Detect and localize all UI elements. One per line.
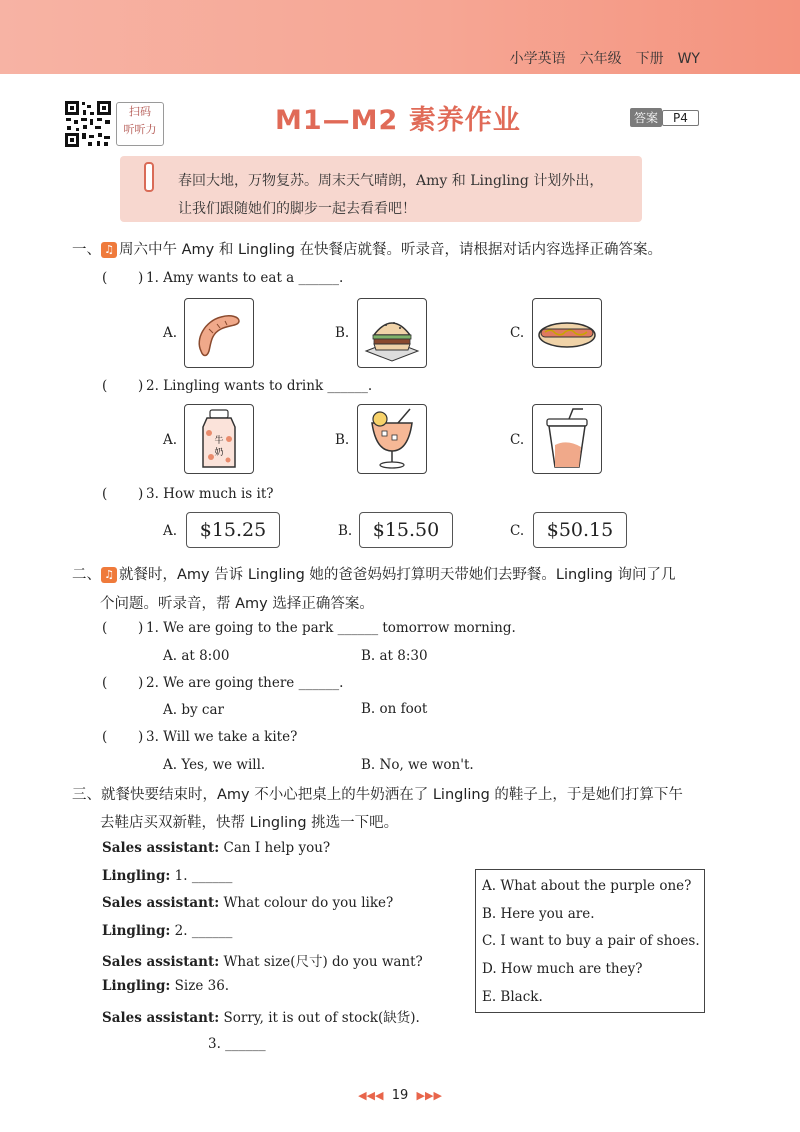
- answer-paren-close: ): [138, 620, 144, 636]
- milk-bottle-icon[interactable]: [184, 404, 254, 474]
- choices-box: [475, 869, 705, 1013]
- bookmark-icon: [144, 162, 154, 192]
- right-arrows-icon: ▶▶▶: [416, 1089, 442, 1102]
- intro-box: [120, 156, 642, 222]
- section2-text-line2: 个问题。听录音，帮 Amy 选择正确答案。: [100, 596, 374, 612]
- speaker: Sales assistant:: [102, 895, 220, 911]
- option-a[interactable]: A. at 8:00: [163, 648, 230, 664]
- section1-text: 周六中午 Amy 和 Lingling 在快餐店就餐。听录音，请根据对话内容选择正确答案。: [119, 242, 663, 258]
- speaker: Sales assistant:: [102, 1010, 220, 1026]
- option-label: B.: [338, 523, 353, 539]
- question-text: 1. Amy wants to eat a ______.: [146, 270, 344, 286]
- section1-instruction: [72, 238, 662, 259]
- answer-paren-open[interactable]: (: [102, 620, 108, 636]
- section3-text-line1: 就餐快要结束时，Amy 不小心把桌上的牛奶洒在了 Lingling 的鞋子上，于是她们打算下午: [101, 787, 683, 803]
- left-arrows-icon: ◀◀◀: [358, 1089, 384, 1102]
- question-text: 2. Lingling wants to drink ______.: [146, 378, 373, 394]
- section3-text-line2: 去鞋店买双新鞋，快帮 Lingling 挑选一下吧。: [100, 815, 399, 831]
- answer-reference: [630, 108, 699, 127]
- question-text: 3. Will we take a kite?: [146, 729, 298, 745]
- option-label: B.: [335, 432, 350, 448]
- intro-line1: 春回大地，万物复苏。周末天气晴朗，Amy 和 Lingling 计划外出，: [178, 173, 604, 189]
- answer-paren-close: ): [138, 675, 144, 691]
- scan-listen-label: [116, 102, 164, 146]
- question-text: 2. We are going there ______.: [146, 675, 344, 691]
- choice-d[interactable]: D. How much are they?: [482, 961, 643, 977]
- dialogue-line: [102, 868, 232, 884]
- speaker: Lingling:: [102, 923, 171, 939]
- speaker: Sales assistant:: [102, 954, 220, 970]
- dialogue-text: Size 36.: [174, 978, 230, 994]
- option-label: A.: [163, 523, 178, 539]
- answer-paren-open[interactable]: (: [102, 378, 108, 394]
- section3-instruction: [72, 783, 683, 804]
- option-label: C.: [510, 523, 525, 539]
- hotdog-icon[interactable]: [532, 298, 602, 368]
- dialogue-text: What colour do you like?: [223, 895, 394, 911]
- sausage-icon[interactable]: [184, 298, 254, 368]
- dialogue-text: What size(尺寸) do you want?: [223, 954, 423, 970]
- section3-number: 三、: [72, 787, 101, 803]
- page-title: M1—M2 素养作业: [275, 105, 521, 136]
- scan-label-line1: 扫码: [129, 105, 151, 118]
- price-option-b[interactable]: $15.50: [359, 512, 453, 548]
- intro-line2: 让我们跟随她们的脚步一起去看看吧！: [178, 201, 416, 217]
- answer-page: P4: [662, 110, 699, 126]
- section2-instruction: [72, 563, 675, 584]
- answer-blank[interactable]: 2. ______: [174, 923, 233, 939]
- header-band: [0, 0, 800, 74]
- dialogue-line: [102, 923, 232, 939]
- orange-juice-icon[interactable]: [357, 404, 427, 474]
- answer-paren-close: ): [138, 486, 144, 502]
- dialogue-text: Can I help you?: [223, 840, 331, 856]
- choice-c[interactable]: C. I want to buy a pair of shoes.: [482, 933, 700, 949]
- dialogue-line: [102, 895, 393, 911]
- page-footer: [0, 1088, 800, 1103]
- option-a[interactable]: A. by car: [163, 702, 224, 718]
- dialogue-line: [102, 978, 229, 994]
- answer-paren-open[interactable]: (: [102, 486, 108, 502]
- dialogue-text: Sorry, it is out of stock(缺货).: [223, 1010, 420, 1026]
- page-number: 19: [391, 1088, 409, 1103]
- dialogue-line: [102, 840, 330, 856]
- choice-a[interactable]: A. What about the purple one?: [482, 878, 692, 894]
- option-label: C.: [510, 432, 525, 448]
- option-b[interactable]: B. at 8:30: [361, 648, 428, 664]
- answer-paren-open[interactable]: (: [102, 675, 108, 691]
- section1-number: 一、: [72, 242, 101, 258]
- qr-code-icon[interactable]: [64, 100, 112, 148]
- burger-icon[interactable]: [357, 298, 427, 368]
- section2-text-line1: 就餐时，Amy 告诉 Lingling 她的爸爸妈妈打算明天带她们去野餐。Lingling 询问了几: [119, 567, 676, 583]
- scan-label-line2: 听听力: [123, 123, 157, 136]
- speaker: Sales assistant:: [102, 840, 220, 856]
- answer-blank[interactable]: 1. ______: [174, 868, 233, 884]
- option-b[interactable]: B. on foot: [361, 701, 428, 717]
- headphones-icon[interactable]: ♫: [101, 242, 117, 258]
- milk-label-2: 奶: [214, 448, 224, 458]
- cup-drink-icon[interactable]: [532, 404, 602, 474]
- choice-e[interactable]: E. Black.: [482, 989, 543, 1005]
- headphones-icon[interactable]: ♫: [101, 567, 117, 583]
- dialogue-line: [102, 1006, 420, 1026]
- question-text: 1. We are going to the park ______ tomorrow morning.: [146, 620, 516, 636]
- answer-paren-close: ): [138, 378, 144, 394]
- choice-b[interactable]: B. Here you are.: [482, 906, 595, 922]
- speaker: Lingling:: [102, 978, 171, 994]
- milk-label-1: 牛: [214, 436, 224, 446]
- answer-paren-close: ): [138, 270, 144, 286]
- answer-blank[interactable]: 3. ______: [208, 1036, 266, 1052]
- answer-paren-open[interactable]: (: [102, 270, 108, 286]
- option-b[interactable]: B. No, we won't.: [361, 757, 474, 773]
- option-label: B.: [335, 325, 350, 341]
- dialogue-line: [102, 950, 423, 970]
- option-label: A.: [163, 325, 178, 341]
- option-a[interactable]: A. Yes, we will.: [163, 757, 266, 773]
- answer-label: 答案: [630, 108, 662, 127]
- dialogue-line: [208, 1036, 266, 1052]
- price-option-a[interactable]: $15.25: [186, 512, 280, 548]
- section2-number: 二、: [72, 567, 101, 583]
- subject-grade: 小学英语 六年级 下册 WY: [509, 51, 700, 67]
- answer-paren-close: ): [138, 729, 144, 745]
- option-label: C.: [510, 325, 525, 341]
- speaker: Lingling:: [102, 868, 171, 884]
- question-text: 3. How much is it?: [146, 486, 274, 502]
- option-label: A.: [163, 432, 178, 448]
- answer-paren-open[interactable]: (: [102, 729, 108, 745]
- price-option-c[interactable]: $50.15: [533, 512, 627, 548]
